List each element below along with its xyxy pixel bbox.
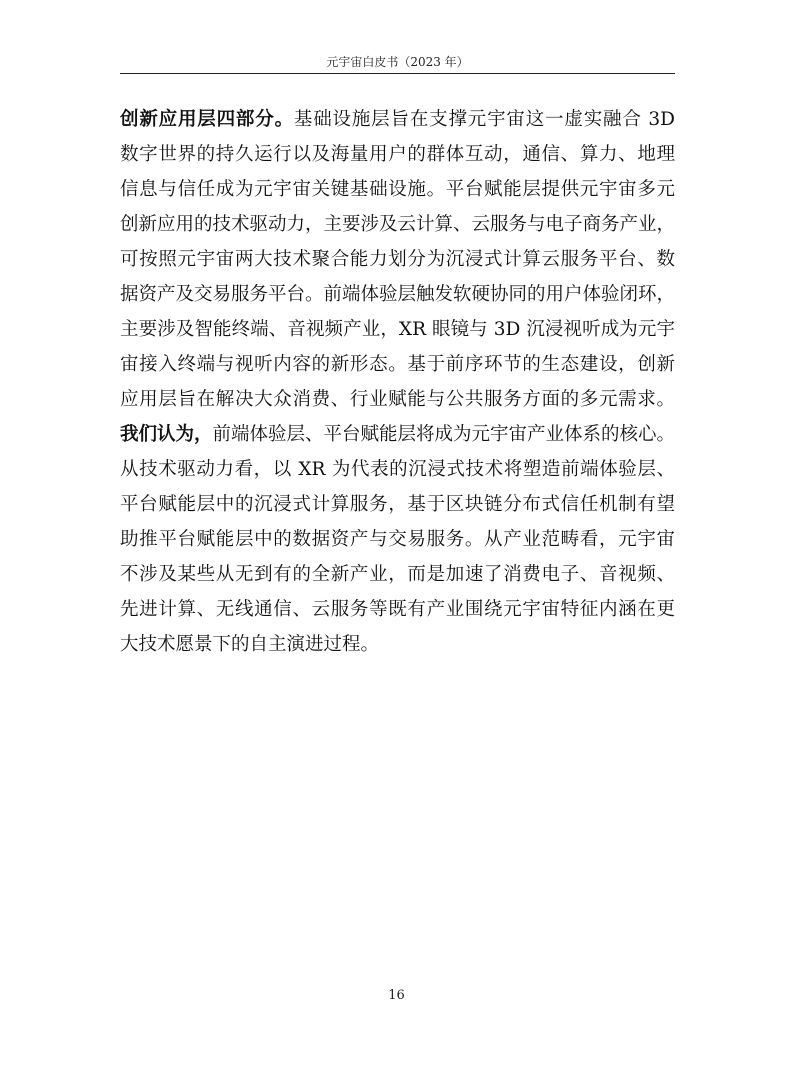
line-text: 大技术愿景下的自主演进过程。 xyxy=(120,634,380,655)
text-line xyxy=(120,382,675,417)
line-text: 基础设施层旨在支撑元宇宙这一虚实融合 3D xyxy=(293,109,675,130)
line-text: 主要涉及智能终端、音视频产业，XR 眼镜与 3D 沉浸视听成为元宇 xyxy=(120,319,675,340)
line-text: 先进计算、无线通信、云服务等既有产业围绕元宇宙特征内涵在更 xyxy=(120,599,675,620)
text-line xyxy=(120,522,675,557)
page-number: 16 xyxy=(388,988,405,1003)
bold-lead: 创新应用层四部分。 xyxy=(120,109,294,130)
line-text: 可按照元宇宙两大技术聚合能力划分为沉浸式计算云服务平台、数 xyxy=(120,249,675,270)
text-line xyxy=(120,207,675,242)
text-line xyxy=(120,102,675,137)
line-text: 前端体验层、平台赋能层将成为元宇宙产业体系的核心。 xyxy=(212,424,675,445)
text-line xyxy=(120,452,675,487)
text-line xyxy=(120,347,675,382)
text-line xyxy=(120,312,675,347)
text-line xyxy=(120,627,675,662)
line-text: 助推平台赋能层中的数据资产与交易服务。从产业范畴看，元宇宙 xyxy=(120,529,675,550)
line-text: 创新应用的技术驱动力，主要涉及云计算、云服务与电子商务产业， xyxy=(120,214,675,235)
text-line xyxy=(120,137,675,172)
bold-lead: 我们认为， xyxy=(120,424,213,445)
line-text: 宙接入终端与视听内容的新形态。基于前序环节的生态建设，创新 xyxy=(120,354,675,375)
line-text: 应用层旨在解决大众消费、行业赋能与公共服务方面的多元需求。 xyxy=(120,389,675,410)
text-line xyxy=(120,557,675,592)
text-line xyxy=(120,487,675,522)
text-line xyxy=(120,592,675,627)
text-line xyxy=(120,277,675,312)
line-text: 不涉及某些从无到有的全新产业，而是加速了消费电子、音视频、 xyxy=(120,564,675,585)
line-text: 据资产及交易服务平台。前端体验层触发软硬协同的用户体验闭环， xyxy=(120,284,675,305)
line-text: 信息与信任成为元宇宙关键基础设施。平台赋能层提供元宇宙多元 xyxy=(120,179,675,200)
body-paragraphs xyxy=(120,102,675,662)
line-text: 从技术驱动力看，以 XR 为代表的沉浸式技术将塑造前端体验层、 xyxy=(120,459,675,480)
text-line xyxy=(120,172,675,207)
text-line xyxy=(120,242,675,277)
line-text: 数字世界的持久运行以及海量用户的群体互动，通信、算力、地理 xyxy=(120,144,675,165)
text-line xyxy=(120,417,675,452)
header-rule xyxy=(120,73,675,74)
line-text: 平台赋能层中的沉浸式计算服务，基于区块链分布式信任机制有望 xyxy=(120,494,675,515)
running-header: 元宇宙白皮书（2023 年） xyxy=(326,55,469,69)
